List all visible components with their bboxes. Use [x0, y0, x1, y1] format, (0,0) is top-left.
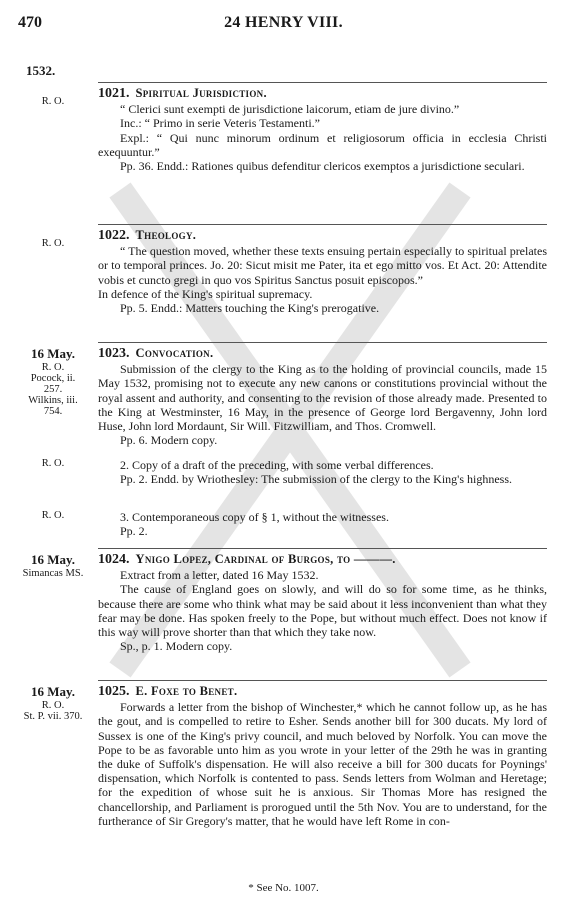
margin-source: R. O. — [41, 700, 65, 711]
entry-date: 16 May. — [30, 684, 76, 699]
entry-title: Ynigo Lopez, Cardinal of Burgos, to ———. — [135, 552, 396, 566]
entry-number: 1021. — [98, 86, 130, 101]
margin-source: R. O. — [41, 96, 65, 107]
entry-number: 1025. — [98, 684, 130, 699]
entry-divider — [98, 342, 547, 343]
entry-divider — [98, 680, 547, 681]
entry-body — [98, 552, 547, 653]
margin-ref: Pocock, ii. — [30, 373, 76, 384]
entry-text: The cause of England goes on slowly, and will do so for some time, as he thinks, because there are some who think what may be said about it less inconvenient than what they fear may be done. Has spoken freely to the Pope, but without much effect. Does not know if this way will prove shorter than that which they take now. — [98, 582, 547, 640]
entry-margin — [14, 96, 92, 107]
entry-text: Extract from a letter, dated 16 May 1532. — [120, 568, 319, 583]
footnote: * See No. 1007. — [248, 882, 319, 894]
margin-ref: Wilkins, iii. — [28, 395, 78, 406]
page-number: 470 — [18, 14, 42, 31]
entry-text: Sp., p. 1. Modern copy. — [120, 639, 233, 654]
entry-date: 16 May. — [30, 552, 76, 567]
entry-text: 2. Copy of a draft of the preceding, with some verbal differences. — [120, 458, 434, 472]
margin-ref: St. P. vii. 370. — [23, 711, 83, 722]
margin-source: Simancas MS. — [22, 568, 84, 579]
entry-margin — [14, 552, 92, 579]
entry-text: Pp. 2. Endd. by Wriothesley: The submission of the clergy to the King's highness. — [120, 472, 512, 487]
entry-text: Pp. 5. Endd.: Matters touching the King's prerogative. — [120, 301, 380, 316]
margin-ref: 257. — [43, 384, 63, 395]
entry-margin — [14, 458, 92, 469]
entry-body — [98, 228, 547, 315]
entry-heading — [98, 684, 547, 699]
entry-text: In defence of the King's spiritual supremacy. — [98, 286, 313, 301]
entry-number: 1023. — [98, 346, 130, 361]
entry-divider — [98, 82, 547, 83]
entry-text: Inc.: “ Primo in serie Veteris Testamenti.” — [120, 116, 320, 131]
entry-body — [98, 684, 547, 828]
entry-body — [98, 346, 547, 447]
margin-source: R. O. — [41, 362, 65, 373]
entry-heading — [98, 228, 547, 243]
entry-heading — [98, 86, 547, 101]
running-header — [18, 14, 549, 36]
entry-body — [98, 510, 547, 538]
entry-margin — [14, 238, 92, 249]
entry-title: Theology. — [135, 228, 197, 242]
entry-body — [98, 458, 547, 486]
entry-title: Convocation. — [135, 346, 214, 360]
entry-number: 1022. — [98, 228, 130, 243]
entry-text: Pp. 36. Endd.: Rationes quibus defenditur clericos exemptos a jurisdictione seculari. — [120, 159, 525, 174]
year-label: 1532. — [26, 63, 56, 78]
entry-text: 3. Contemporaneous copy of § 1, without the witnesses. — [120, 510, 389, 524]
entry-number: 1024. — [98, 552, 130, 567]
entry-date: 16 May. — [30, 346, 76, 361]
margin-source: R. O. — [41, 458, 65, 469]
entry-text: Forwards a letter from the bishop of Winchester,* which he cannot follow up, as he has the gout, and is compelled to retire to Esher. Sends another bill for 300 ducats. My lord of Sussex is one of the King's privy council, and much beloved by Norfolk. You can move the Pope to be as favorable unto him as you wrote in your letter of the 29th he was in granting the duke of Suffolk's dispensation. He will also receive a bill for 300 ducats for Poynings' dispensation, which Norfolk is contented to pass. Sends letters from Wolman and Heretage; for the expedition of whose suit he is anxious. Sir Thomas More has resigned the chancellorship, and Parliament is prorogued until the 5th Nov. You are to understand, for the furtherance of Sir Gregory's matter, that he would have left Rome in con- — [98, 700, 547, 828]
entry-text: Submission of the clergy to the King as to the holding of provincial councils, made 15 May 1532, promising not to execute any new canons or constitutions provincial without the royal assent and authority, and consenting to the revision of those already made. Presented to the King at Westminster, 16 May, in the presence of George lord Bergavenny, John lord Huse, John lord Mordaunt, Sir Will. Fitzwilliam, and Thos. Cromwell. — [98, 362, 547, 434]
entry-title: E. Foxe to Benet. — [135, 684, 238, 698]
entry-text: Pp. 6. Modern copy. — [120, 433, 218, 448]
entry-margin — [14, 510, 92, 521]
entry-text: Pp. 2. — [120, 524, 148, 539]
entry-heading — [98, 552, 547, 567]
entry-heading — [98, 346, 547, 361]
entry-divider — [98, 548, 547, 549]
entry-title: Spiritual Jurisdiction. — [135, 86, 267, 100]
entry-margin — [14, 684, 92, 722]
margin-source: R. O. — [41, 238, 65, 249]
entry-text: Expl.: “ Qui nunc minorum ordinum et religiosorum officia in ecclesia Christi exequuntur.” — [98, 130, 547, 159]
entry-body — [98, 86, 547, 173]
entry-divider — [98, 224, 547, 225]
running-title: 24 HENRY VIII. — [224, 14, 343, 31]
entry-text: “ Clerici sunt exempti de jurisdictione laicorum, etiam de jure divino.” — [120, 102, 460, 117]
entry-text: “ The question moved, whether these texts ensuing pertain especially to spiritual prelates or to temporal princes. Jo. 20: Sicut misit me Pater, ita et ego mitto vos. Et Act. 20: Attendite vobis et cuncto gregi in quo vos Spiritus Sanctus posuit episcopos.” — [98, 244, 547, 287]
margin-source: R. O. — [41, 510, 65, 521]
margin-ref: 754. — [43, 406, 63, 417]
entry-margin — [14, 346, 92, 417]
